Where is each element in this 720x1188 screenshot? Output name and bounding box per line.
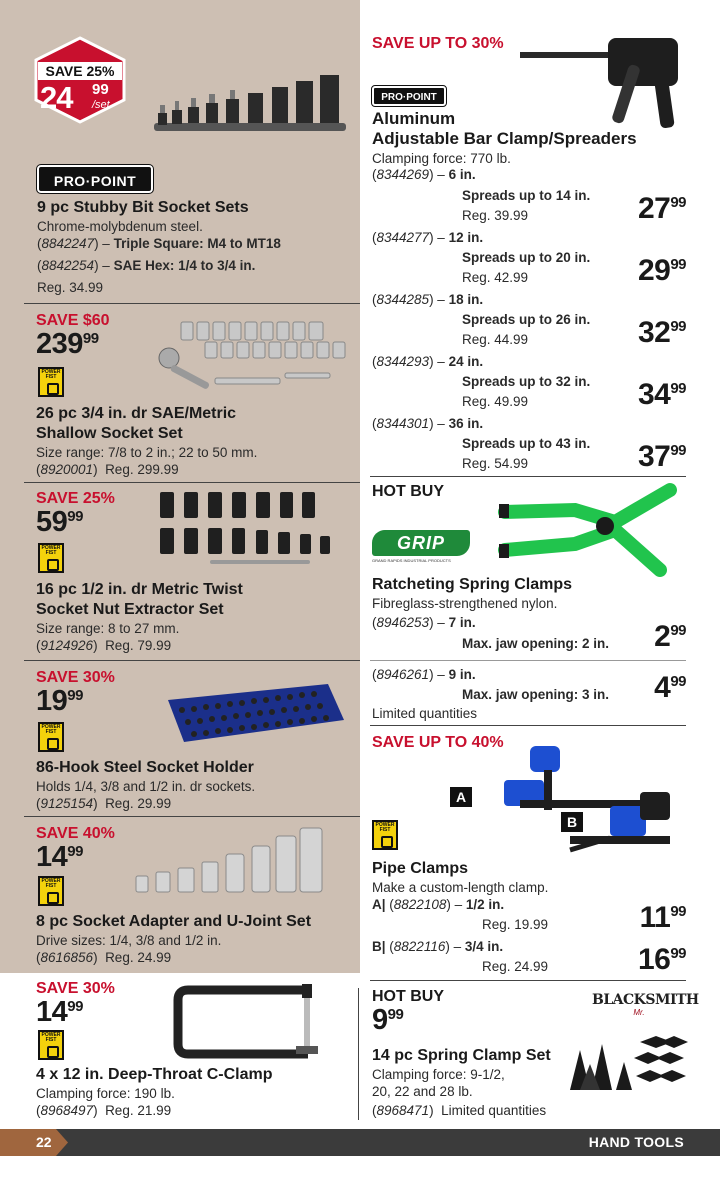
spring-row-2-size: 9 in. <box>448 667 476 682</box>
extractor-sku-line: (9124926) Reg. 79.99 <box>36 638 172 653</box>
pro-point-logo-small: PRO·POINT <box>372 86 446 106</box>
cclamp-price-cents: 99 <box>67 998 83 1015</box>
pipe-label-b: B <box>561 812 583 832</box>
barclamp-title-line2: Adjustable Bar Clamp/Spreaders <box>372 129 637 148</box>
cclamp-price <box>36 998 83 1027</box>
blacksmith-logo-mr: Mr. <box>633 1008 645 1017</box>
page-number: 22 <box>36 1134 52 1150</box>
cclamp-sku: 8968497 <box>40 1103 94 1118</box>
barclamp-row-1-size: 6 in. <box>448 167 476 182</box>
pipe-row-a-reg: Reg. 19.99 <box>482 917 549 932</box>
pro-point-logo: PRO·POINT <box>37 165 153 193</box>
stubby-sku1-line: (8842247) – Triple Square: M4 to MT18 <box>37 236 281 251</box>
cclamp-desc: Clamping force: 190 lb. <box>36 1086 175 1101</box>
stubby-sku2-detail: SAE Hex: 1/4 to 3/4 in. <box>113 258 256 273</box>
extractor-price-dollars: 59 <box>36 506 68 538</box>
spring14-price-cents: 99 <box>387 1006 404 1023</box>
extractor-sku: 9124926 <box>40 638 94 653</box>
power-fist-logo <box>38 876 64 906</box>
pipe-row-b-price <box>600 945 686 975</box>
pipe-row-a-cents: 99 <box>670 903 686 920</box>
spring-row-2: (8946261) – 9 in. <box>372 667 476 682</box>
barclamp-row-4-dollars: 34 <box>637 378 671 411</box>
barclamp-row-4-size: 24 in. <box>448 354 484 369</box>
stubby-desc: Chrome-molybdenum steel. <box>37 219 203 234</box>
extractor-image <box>150 490 340 570</box>
pipe-row-a: A| (8822108) – 1/2 in. <box>372 897 505 912</box>
socket26-sku: 8920001 <box>40 462 94 477</box>
spring14-sku-line: (8968471) Limited quantities <box>372 1103 547 1118</box>
barclamp-row-1-cents: 99 <box>670 194 686 211</box>
divider <box>370 660 686 661</box>
extractor-price-cents: 99 <box>67 508 83 525</box>
barclamp-row-2-cents: 99 <box>670 256 686 273</box>
barclamp-row-3-spread: Spreads up to 26 in. <box>462 312 591 327</box>
barclamp-title-line1: Aluminum <box>372 109 456 128</box>
holder-image <box>158 680 348 750</box>
pipe-row-b-dollars: 16 <box>637 943 671 976</box>
adapter-save: SAVE 40% <box>36 825 115 842</box>
holder-sku-line: (9125154) Reg. 29.99 <box>36 796 172 811</box>
barclamp-row-3-cents: 99 <box>670 318 686 335</box>
cclamp-title: 4 x 12 in. Deep-Throat C-Clamp <box>36 1066 273 1083</box>
pipe-row-b: B| (8822116) – 3/4 in. <box>372 939 504 954</box>
extractor-save: SAVE 25% <box>36 490 115 507</box>
socket26-price-dollars: 239 <box>36 328 83 360</box>
socket26-price-cents: 99 <box>82 330 99 347</box>
spring-row-2-cents: 99 <box>670 673 686 690</box>
barclamp-row-1-price <box>600 194 686 224</box>
pipe-clamp-image <box>460 740 690 880</box>
stubby-save-label: SAVE 25% <box>38 62 122 80</box>
barclamp-row-4: (8344293) – 24 in. <box>372 354 484 369</box>
spring14-sku: 8968471 <box>376 1103 430 1118</box>
stubby-price-dollars: 24 <box>40 80 73 115</box>
barclamp-row-5: (8344301) – 36 in. <box>372 416 484 431</box>
pipe-row-b-cents: 99 <box>670 945 686 962</box>
barclamp-row-1-reg: Reg. 39.99 <box>462 208 529 223</box>
spring-row-1-cents: 99 <box>670 622 686 639</box>
pipe-row-b-letter: B| <box>372 939 386 954</box>
stubby-sku1: 8842247 <box>41 236 95 251</box>
barclamp-row-2: (8344277) – 12 in. <box>372 230 484 245</box>
adapter-sku-line: (8616856) Reg. 24.99 <box>36 950 172 965</box>
socket26-reg: Reg. 299.99 <box>105 462 179 477</box>
spring14-price-dollars: 9 <box>372 1004 388 1036</box>
blacksmith-logo: BLACKSMITH <box>592 992 699 1008</box>
pipe-row-b-size: 3/4 in. <box>464 939 504 954</box>
adapter-price <box>36 843 83 872</box>
stubby-title: 9 pc Stubby Bit Socket Sets <box>37 199 249 216</box>
barclamp-row-2-size: 12 in. <box>448 230 484 245</box>
spring-row-1-jaw: Max. jaw opening: 2 in. <box>462 636 610 651</box>
pipe-row-b-reg: Reg. 24.99 <box>482 959 549 974</box>
pipe-row-a-dollars: 11 <box>639 901 671 934</box>
barclamp-row-1-sku: 8344269 <box>376 167 430 182</box>
spring-hot-buy: HOT BUY <box>372 483 444 500</box>
spring14-desc-line1: Clamping force: 9-1/2, <box>372 1067 505 1082</box>
vertical-divider <box>358 988 359 1120</box>
barclamp-row-2-sku: 8344277 <box>376 230 430 245</box>
cclamp-save: SAVE 30% <box>36 980 115 997</box>
extractor-price <box>36 508 83 537</box>
barclamp-row-3-price <box>600 318 686 348</box>
spring-row-1-size: 7 in. <box>448 615 476 630</box>
adapter-sku: 8616856 <box>40 950 94 965</box>
adapter-image <box>130 822 330 902</box>
spring-row-2-price <box>620 673 686 703</box>
socket26-title-line1: 26 pc 3/4 in. dr SAE/Metric <box>36 405 237 422</box>
barclamp-row-3-dollars: 32 <box>637 316 671 349</box>
power-fist-logo <box>38 722 64 752</box>
holder-price <box>36 687 83 716</box>
cclamp-price-dollars: 14 <box>36 996 68 1028</box>
spring-note: Limited quantities <box>372 706 478 721</box>
barclamp-row-4-sku: 8344293 <box>376 354 430 369</box>
divider <box>370 980 686 981</box>
pipe-row-a-letter: A| <box>372 897 386 912</box>
spring-row-2-dollars: 4 <box>654 671 671 704</box>
spring-row-1-dollars: 2 <box>654 620 671 653</box>
barclamp-row-2-spread: Spreads up to 20 in. <box>462 250 591 265</box>
adapter-price-dollars: 14 <box>36 841 68 873</box>
holder-save: SAVE 30% <box>36 669 115 686</box>
divider <box>24 482 360 483</box>
power-fist-logo <box>38 543 64 573</box>
extractor-reg: Reg. 79.99 <box>105 638 172 653</box>
spring14-price <box>372 1006 403 1035</box>
page-number-tab <box>0 1129 68 1156</box>
barclamp-row-4-price <box>600 380 686 410</box>
barclamp-row-1-spread: Spreads up to 14 in. <box>462 188 591 203</box>
cclamp-reg: Reg. 21.99 <box>105 1103 172 1118</box>
spring-clamp-image <box>495 482 685 577</box>
pipe-row-b-sku: 8822116 <box>393 939 446 954</box>
socket26-price <box>36 330 99 359</box>
section-title: HAND TOOLS <box>588 1134 684 1150</box>
barclamp-row-4-reg: Reg. 49.99 <box>462 394 529 409</box>
pipe-row-a-sku: 8822108 <box>393 897 447 912</box>
barclamp-row-5-size: 36 in. <box>448 416 484 431</box>
barclamp-row-3-size: 18 in. <box>448 292 484 307</box>
holder-price-dollars: 19 <box>36 685 68 717</box>
barclamp-row-5-sku: 8344301 <box>376 416 430 431</box>
cclamp-sku-line: (8968497) Reg. 21.99 <box>36 1103 172 1118</box>
barclamp-row-2-dollars: 29 <box>637 254 671 287</box>
socket26-sku-line: (8920001) Reg. 299.99 <box>36 462 179 477</box>
spring-desc: Fibreglass-strengthened nylon. <box>372 596 558 611</box>
holder-price-cents: 99 <box>67 687 83 704</box>
barclamp-row-4-cents: 99 <box>670 380 686 397</box>
socket26-title-line2: Shallow Socket Set <box>36 425 183 442</box>
stubby-sku2: 8842254 <box>41 258 95 273</box>
stubby-sku2-line: (8842254) – SAE Hex: 1/4 to 3/4 in. <box>37 258 256 273</box>
barclamp-row-5-price <box>600 442 686 472</box>
barclamp-row-5-cents: 99 <box>670 442 686 459</box>
barclamp-save: SAVE UP TO 30% <box>372 35 504 52</box>
power-fist-logo <box>38 367 64 397</box>
barclamp-row-2-price <box>600 256 686 286</box>
spring-row-1: (8946253) – 7 in. <box>372 615 476 630</box>
adapter-price-cents: 99 <box>67 843 83 860</box>
divider <box>370 725 686 726</box>
divider <box>370 476 686 477</box>
cclamp-image <box>168 982 348 1067</box>
spring14-image <box>560 1030 690 1100</box>
barclamp-image <box>520 28 700 138</box>
barclamp-row-3: (8344285) – 18 in. <box>372 292 484 307</box>
barclamp-row-4-spread: Spreads up to 32 in. <box>462 374 591 389</box>
stubby-bit-socket-image <box>150 65 350 145</box>
stubby-price-cents: 99 <box>92 81 109 98</box>
pipe-save: SAVE UP TO 40% <box>372 734 504 751</box>
stubby-sku1-detail: Triple Square: M4 to MT18 <box>113 236 281 251</box>
barclamp-row-5-dollars: 37 <box>637 440 671 473</box>
power-fist-logo <box>38 1030 64 1060</box>
adapter-title: 8 pc Socket Adapter and U-Joint Set <box>36 913 312 930</box>
adapter-reg: Reg. 24.99 <box>105 950 172 965</box>
socket26-image <box>155 318 355 398</box>
divider <box>24 660 360 661</box>
socket26-desc: Size range: 7/8 to 2 in.; 22 to 50 mm. <box>36 445 258 460</box>
pipe-row-a-size: 1/2 in. <box>465 897 505 912</box>
extractor-desc: Size range: 8 to 27 mm. <box>36 621 180 636</box>
pipe-title: Pipe Clamps <box>372 860 469 877</box>
socket26-save: SAVE $60 <box>36 312 110 329</box>
barclamp-row-5-spread: Spreads up to 43 in. <box>462 436 591 451</box>
spring-row-2-jaw: Max. jaw opening: 3 in. <box>462 687 610 702</box>
spring-row-1-sku: 8946253 <box>376 615 430 630</box>
spring-title: Ratcheting Spring Clamps <box>372 576 573 593</box>
spring14-note: Limited quantities <box>441 1103 547 1118</box>
barclamp-row-3-sku: 8344285 <box>376 292 430 307</box>
power-fist-logo <box>372 820 398 850</box>
extractor-title-line1: 16 pc 1/2 in. dr Metric Twist <box>36 581 243 598</box>
spring14-title: 14 pc Spring Clamp Set <box>372 1047 551 1064</box>
stubby-reg-price: Reg. 34.99 <box>37 280 104 295</box>
barclamp-row-5-reg: Reg. 54.99 <box>462 456 529 471</box>
holder-sku: 9125154 <box>40 796 94 811</box>
divider <box>24 816 360 817</box>
spring-row-1-price <box>620 622 686 652</box>
holder-title: 86-Hook Steel Socket Holder <box>36 759 254 776</box>
divider <box>24 303 360 304</box>
spring-row-2-sku: 8946261 <box>376 667 430 682</box>
extractor-title-line2: Socket Nut Extractor Set <box>36 601 224 618</box>
barclamp-row-1: (8344269) – 6 in. <box>372 167 476 182</box>
grip-logo-subtitle: GRAND RAPIDS INDUSTRIAL PRODUCTS <box>372 558 451 563</box>
grip-logo: GRIP <box>372 530 470 556</box>
spring14-desc-line2: 20, 22 and 28 lb. <box>372 1084 473 1099</box>
barclamp-row-3-reg: Reg. 44.99 <box>462 332 529 347</box>
pipe-row-a-price <box>600 903 686 933</box>
spring14-hot-buy: HOT BUY <box>372 988 444 1005</box>
pipe-desc: Make a custom-length clamp. <box>372 880 549 895</box>
barclamp-row-2-reg: Reg. 42.99 <box>462 270 529 285</box>
stubby-price-unit: /set <box>92 99 110 111</box>
holder-reg: Reg. 29.99 <box>105 796 172 811</box>
holder-desc: Holds 1/4, 3/8 and 1/2 in. dr sockets. <box>36 779 256 794</box>
pipe-label-a: A <box>450 787 472 807</box>
barclamp-row-1-dollars: 27 <box>637 192 671 225</box>
barclamp-desc: Clamping force: 770 lb. <box>372 151 511 166</box>
adapter-desc: Drive sizes: 1/4, 3/8 and 1/2 in. <box>36 933 222 948</box>
